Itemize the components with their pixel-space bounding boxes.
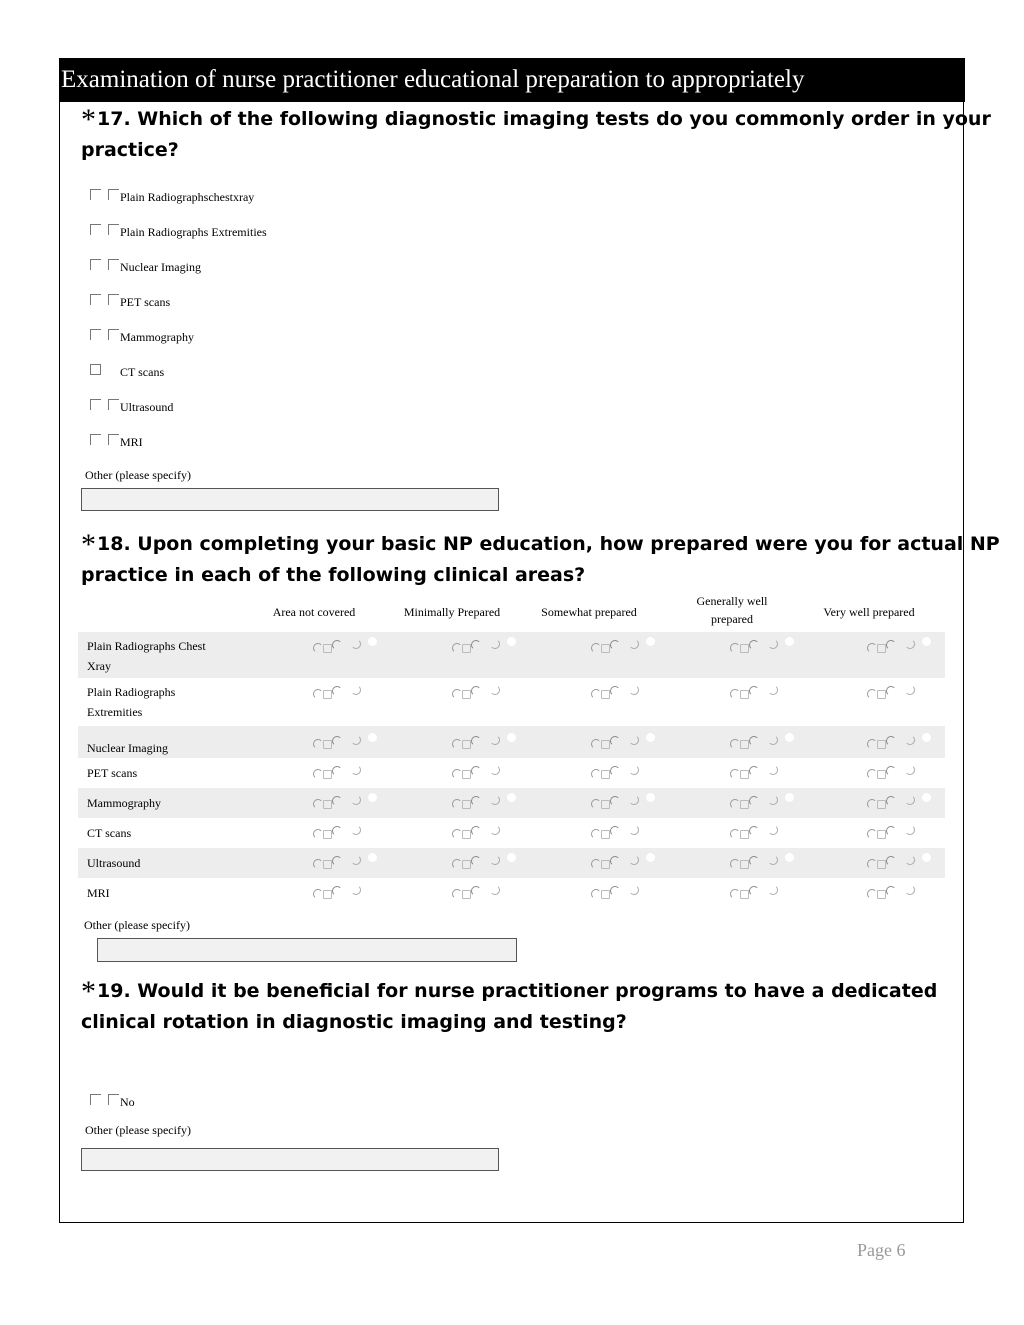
question-19 (81, 976, 1016, 1037)
rating-radio[interactable] (591, 856, 661, 872)
rating-radio[interactable] (313, 640, 383, 656)
q19-option-0[interactable]: No (90, 1085, 135, 1105)
matrix-column-header: Generally well prepared (696, 594, 768, 626)
radio-icon (740, 740, 749, 749)
rating-radio[interactable] (730, 640, 800, 656)
rating-radio[interactable] (867, 886, 937, 902)
rating-radio[interactable] (452, 856, 522, 872)
radio-icon (629, 885, 639, 895)
checkbox-icon[interactable] (90, 259, 101, 270)
radio-icon (313, 799, 323, 809)
radio-icon (886, 640, 896, 650)
radio-icon (507, 733, 516, 742)
radio-icon (368, 883, 377, 892)
question-18 (81, 529, 1016, 590)
radio-icon (610, 736, 620, 746)
radio-icon (749, 686, 759, 696)
radio-icon (601, 830, 610, 839)
radio-icon (886, 796, 896, 806)
radio-icon (490, 735, 500, 745)
radio-icon (646, 883, 655, 892)
rating-radio[interactable] (730, 826, 800, 842)
matrix-column-header: Area not covered (272, 605, 356, 619)
radio-icon (768, 885, 778, 895)
radio-icon (646, 683, 655, 692)
radio-icon (323, 644, 332, 653)
question-17-text: 17. Which of the following diagnostic imaging tests do you commonly order in your practice? (81, 108, 991, 161)
matrix-column-header: Minimally Prepared (403, 605, 501, 619)
radio-icon (629, 855, 639, 865)
radio-icon (368, 853, 377, 862)
required-marker: * (81, 103, 96, 136)
rating-radio[interactable] (313, 856, 383, 872)
radio-icon (886, 886, 896, 896)
checkbox-icon[interactable] (108, 294, 119, 305)
radio-icon (740, 644, 749, 653)
question-18-text: 18. Upon completing your basic NP education, how prepared were you for actual NP practice in each of the following clinical areas? (81, 533, 1000, 586)
rating-radio[interactable] (452, 640, 522, 656)
rating-radio[interactable] (591, 796, 661, 812)
rating-radio[interactable] (591, 826, 661, 842)
radio-icon (867, 829, 877, 839)
q18-other-label: Other (please specify) (84, 918, 190, 932)
radio-icon (886, 686, 896, 696)
radio-icon (629, 685, 639, 695)
radio-icon (452, 799, 462, 809)
radio-icon (749, 856, 759, 866)
radio-icon (462, 770, 471, 779)
radio-icon (591, 689, 601, 699)
matrix-row: Nuclear Imaging (78, 726, 945, 758)
radio-icon (323, 830, 332, 839)
radio-icon (610, 856, 620, 866)
radio-icon (886, 826, 896, 836)
radio-icon (452, 829, 462, 839)
radio-icon (490, 825, 500, 835)
radio-icon (471, 826, 481, 836)
radio-icon (877, 644, 886, 653)
radio-icon (730, 643, 740, 653)
radio-icon (332, 796, 342, 806)
q17-option-4[interactable]: Mammography (90, 320, 194, 340)
matrix-row: MRI (87, 886, 110, 900)
radio-icon (368, 823, 377, 832)
radio-icon (629, 825, 639, 835)
radio-icon (471, 640, 481, 650)
radio-icon (867, 643, 877, 653)
radio-icon (730, 889, 740, 899)
radio-icon (740, 800, 749, 809)
radio-icon (332, 736, 342, 746)
radio-icon (610, 886, 620, 896)
rating-radio[interactable] (867, 856, 937, 872)
radio-icon (610, 826, 620, 836)
radio-icon (313, 829, 323, 839)
rating-radio[interactable] (591, 736, 661, 752)
radio-icon (877, 800, 886, 809)
radio-icon (591, 859, 601, 869)
radio-icon (922, 793, 931, 802)
rating-radio[interactable] (313, 796, 383, 812)
radio-icon (610, 796, 620, 806)
q18-other-input[interactable] (97, 938, 517, 962)
radio-icon (507, 823, 516, 832)
radio-icon (768, 639, 778, 649)
rating-radio[interactable] (452, 686, 522, 702)
q17-option-2[interactable]: Nuclear Imaging (90, 250, 201, 270)
checkbox-icon[interactable] (90, 1094, 101, 1105)
radio-icon (313, 889, 323, 899)
page-number: Page 6 (857, 1240, 906, 1260)
radio-icon (905, 855, 915, 865)
radio-icon (867, 889, 877, 899)
radio-icon (471, 796, 481, 806)
radio-icon (452, 859, 462, 869)
radio-icon (323, 690, 332, 699)
radio-icon (351, 795, 361, 805)
matrix-row: Mammography (78, 788, 945, 818)
radio-icon (905, 735, 915, 745)
radio-icon (922, 883, 931, 892)
rating-radio[interactable] (867, 686, 937, 702)
radio-icon (877, 770, 886, 779)
rating-radio[interactable] (867, 826, 937, 842)
radio-icon (471, 886, 481, 896)
radio-icon (332, 886, 342, 896)
q17-option-0[interactable]: Plain Radiographschestxray (90, 180, 254, 200)
radio-icon (785, 763, 794, 772)
q17-option-7[interactable]: MRI (90, 425, 143, 445)
radio-icon (507, 637, 516, 646)
radio-icon (730, 859, 740, 869)
radio-icon (629, 735, 639, 745)
checkbox-icon[interactable] (108, 399, 119, 410)
radio-icon (452, 689, 462, 699)
radio-icon (922, 637, 931, 646)
radio-icon (452, 739, 462, 749)
radio-icon (601, 770, 610, 779)
checkbox-icon[interactable] (108, 364, 119, 375)
radio-icon (785, 823, 794, 832)
rating-radio[interactable] (313, 766, 383, 782)
radio-icon (507, 883, 516, 892)
radio-icon (591, 799, 601, 809)
radio-icon (749, 640, 759, 650)
matrix-row: CT scans (87, 826, 132, 840)
radio-icon (629, 795, 639, 805)
radio-icon (740, 690, 749, 699)
rating-radio[interactable] (867, 736, 937, 752)
radio-icon (905, 639, 915, 649)
radio-icon (629, 639, 639, 649)
matrix-row: PET scans (87, 766, 138, 780)
radio-icon (351, 735, 361, 745)
radio-icon (332, 826, 342, 836)
rating-radio[interactable] (867, 766, 937, 782)
rating-radio[interactable] (452, 796, 522, 812)
radio-icon (867, 689, 877, 699)
radio-icon (646, 763, 655, 772)
radio-icon (886, 736, 896, 746)
radio-icon (749, 736, 759, 746)
rating-radio[interactable] (452, 736, 522, 752)
checkbox-icon[interactable] (90, 399, 101, 410)
radio-icon (507, 683, 516, 692)
radio-icon (905, 825, 915, 835)
radio-icon (785, 793, 794, 802)
q17-option-5[interactable]: CT scans (90, 355, 164, 375)
radio-icon (591, 739, 601, 749)
radio-icon (601, 690, 610, 699)
radio-icon (877, 890, 886, 899)
radio-icon (922, 853, 931, 862)
rating-radio[interactable] (591, 886, 661, 902)
radio-icon (867, 769, 877, 779)
radio-icon (471, 856, 481, 866)
radio-icon (867, 739, 877, 749)
radio-icon (323, 800, 332, 809)
radio-icon (323, 770, 332, 779)
rating-radio[interactable] (730, 736, 800, 752)
radio-icon (749, 826, 759, 836)
radio-icon (877, 740, 886, 749)
radio-icon (601, 644, 610, 653)
radio-icon (351, 885, 361, 895)
checkbox-icon[interactable] (90, 434, 101, 445)
radio-icon (768, 685, 778, 695)
checkbox-icon[interactable] (108, 224, 119, 235)
radio-icon (368, 733, 377, 742)
question-19-text: 19. Would it be beneficial for nurse practitioner programs to have a dedicated clinical rotation in diagnostic imaging and testing? (81, 980, 938, 1033)
radio-icon (768, 795, 778, 805)
radio-icon (313, 769, 323, 779)
checkbox-icon[interactable] (90, 329, 101, 340)
rating-radio[interactable] (591, 766, 661, 782)
rating-radio[interactable] (452, 826, 522, 842)
matrix-row: Plain Radiographs Extremities (87, 685, 176, 719)
radio-icon (368, 683, 377, 692)
radio-icon (877, 690, 886, 699)
checkbox-icon[interactable] (108, 329, 119, 340)
radio-icon (591, 889, 601, 899)
radio-icon (730, 689, 740, 699)
radio-icon (610, 640, 620, 650)
radio-icon (740, 770, 749, 779)
radio-icon (313, 643, 323, 653)
radio-icon (490, 765, 500, 775)
radio-icon (490, 685, 500, 695)
radio-icon (886, 766, 896, 776)
radio-icon (646, 793, 655, 802)
radio-icon (877, 860, 886, 869)
radio-icon (646, 823, 655, 832)
radio-icon (922, 763, 931, 772)
radio-icon (332, 640, 342, 650)
radio-icon (462, 644, 471, 653)
required-marker: * (81, 528, 96, 561)
radio-icon (368, 637, 377, 646)
radio-icon (922, 733, 931, 742)
radio-icon (730, 739, 740, 749)
matrix-column-header: Very well prepared (823, 605, 915, 619)
radio-icon (646, 637, 655, 646)
checkbox-icon[interactable] (108, 1094, 119, 1105)
radio-icon (471, 686, 481, 696)
radio-icon (452, 769, 462, 779)
radio-icon (601, 800, 610, 809)
checkbox-icon[interactable] (90, 294, 101, 305)
radio-icon (351, 685, 361, 695)
radio-icon (351, 639, 361, 649)
radio-icon (351, 825, 361, 835)
radio-icon (905, 885, 915, 895)
question-17 (81, 104, 1016, 165)
radio-icon (507, 853, 516, 862)
radio-icon (462, 690, 471, 699)
radio-icon (332, 856, 342, 866)
rating-radio[interactable] (591, 640, 661, 656)
radio-icon (313, 859, 323, 869)
radio-icon (740, 860, 749, 869)
radio-icon (591, 643, 601, 653)
radio-icon (768, 825, 778, 835)
radio-icon (730, 769, 740, 779)
rating-radio[interactable] (730, 686, 800, 702)
radio-icon (785, 853, 794, 862)
radio-icon (323, 740, 332, 749)
q19-other-label: Other (please specify) (85, 1123, 191, 1137)
checkbox-icon[interactable] (90, 189, 101, 200)
rating-radio[interactable] (730, 766, 800, 782)
radio-icon (313, 689, 323, 699)
radio-icon (332, 766, 342, 776)
radio-icon (462, 740, 471, 749)
radio-icon (785, 883, 794, 892)
radio-icon (462, 800, 471, 809)
q17-option-1[interactable]: Plain Radiographs Extremities (90, 215, 267, 235)
rating-radio[interactable] (313, 736, 383, 752)
radio-icon (332, 686, 342, 696)
radio-icon (922, 823, 931, 832)
radio-icon (749, 766, 759, 776)
radio-icon (867, 859, 877, 869)
matrix-column-header: Somewhat prepared (541, 605, 637, 619)
radio-icon (646, 733, 655, 742)
radio-icon (507, 763, 516, 772)
page-title: Examination of nurse practitioner educational preparation to appropriately (59, 58, 965, 102)
radio-icon (471, 736, 481, 746)
radio-icon (905, 765, 915, 775)
radio-icon (351, 765, 361, 775)
radio-icon (490, 855, 500, 865)
rating-radio[interactable] (452, 886, 522, 902)
rating-radio[interactable] (730, 886, 800, 902)
rating-radio[interactable] (313, 886, 383, 902)
rating-radio[interactable] (313, 686, 383, 702)
checkbox-icon[interactable] (90, 224, 101, 235)
rating-radio[interactable] (730, 796, 800, 812)
radio-icon (922, 683, 931, 692)
radio-icon (768, 735, 778, 745)
checkbox-icon[interactable] (108, 259, 119, 270)
q17-other-input[interactable] (81, 488, 499, 511)
radio-icon (313, 739, 323, 749)
rating-radio[interactable] (452, 766, 522, 782)
radio-icon (471, 766, 481, 776)
radio-icon (785, 637, 794, 646)
radio-icon (490, 795, 500, 805)
radio-icon (905, 685, 915, 695)
radio-icon (768, 855, 778, 865)
q17-other-label: Other (please specify) (85, 468, 191, 482)
matrix-row: Plain Radiographs Chest Xray (78, 632, 945, 678)
radio-icon (323, 890, 332, 899)
checkbox-icon[interactable] (108, 434, 119, 445)
radio-icon (749, 886, 759, 896)
radio-icon (490, 885, 500, 895)
radio-icon (452, 889, 462, 899)
radio-icon (740, 890, 749, 899)
rating-radio[interactable] (867, 640, 937, 656)
radio-icon (490, 639, 500, 649)
radio-icon (462, 890, 471, 899)
radio-icon (768, 765, 778, 775)
radio-icon (646, 853, 655, 862)
radio-icon (452, 643, 462, 653)
radio-icon (886, 856, 896, 866)
radio-icon (368, 793, 377, 802)
radio-icon (730, 829, 740, 839)
checkbox-icon[interactable] (90, 364, 101, 375)
radio-icon (462, 830, 471, 839)
required-marker: * (81, 975, 96, 1008)
radio-icon (867, 799, 877, 809)
q19-other-input[interactable] (81, 1148, 499, 1171)
radio-icon (905, 795, 915, 805)
q17-option-6[interactable]: Ultrasound (90, 390, 173, 410)
rating-radio[interactable] (313, 826, 383, 842)
radio-icon (610, 686, 620, 696)
radio-icon (785, 733, 794, 742)
radio-icon (601, 890, 610, 899)
radio-icon (462, 860, 471, 869)
radio-icon (785, 683, 794, 692)
rating-radio[interactable] (867, 796, 937, 812)
radio-icon (323, 860, 332, 869)
radio-icon (610, 766, 620, 776)
rating-radio[interactable] (591, 686, 661, 702)
radio-icon (591, 769, 601, 779)
matrix-row: Ultrasound (78, 848, 945, 878)
rating-radio[interactable] (730, 856, 800, 872)
radio-icon (749, 796, 759, 806)
radio-icon (351, 855, 361, 865)
radio-icon (730, 799, 740, 809)
radio-icon (601, 740, 610, 749)
checkbox-icon[interactable] (108, 189, 119, 200)
radio-icon (591, 829, 601, 839)
radio-icon (507, 793, 516, 802)
radio-icon (877, 830, 886, 839)
radio-icon (368, 763, 377, 772)
radio-icon (629, 765, 639, 775)
radio-icon (740, 830, 749, 839)
q17-option-3[interactable]: PET scans (90, 285, 170, 305)
radio-icon (601, 860, 610, 869)
